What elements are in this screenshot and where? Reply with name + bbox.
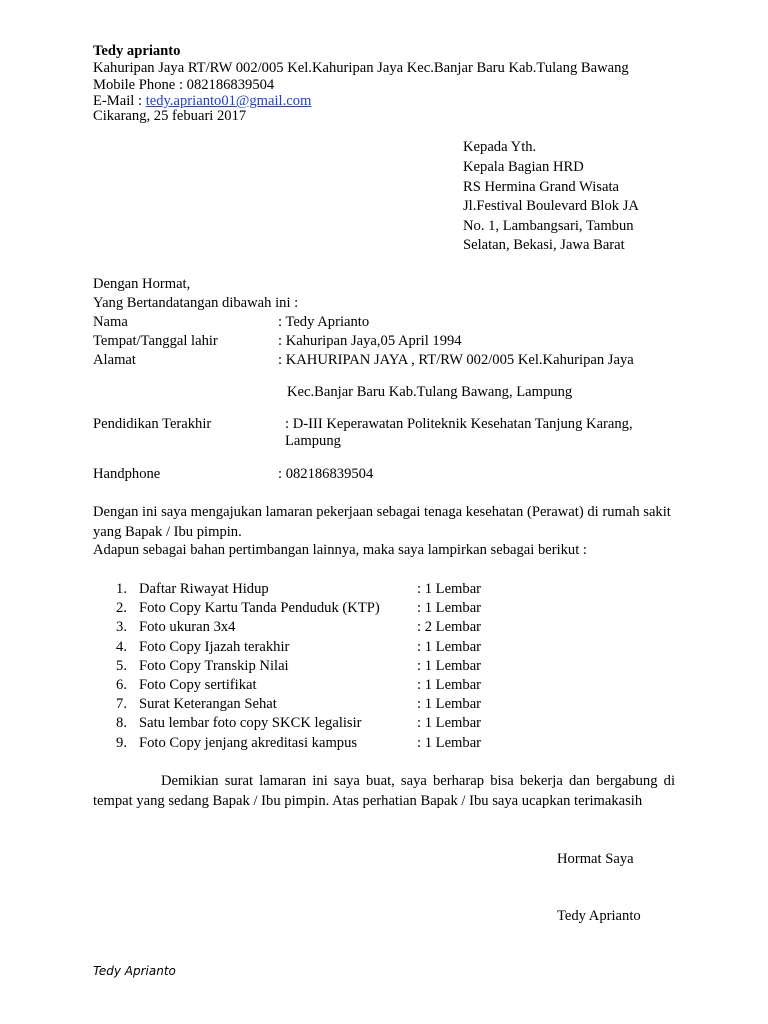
body-paragraph: Dengan ini saya mengajukan lamaran pekerjaan sebagai tenaga kesehatan (Perawat) di rumah sakit yang Bapak / Ibu pimpin.: [93, 504, 671, 540]
attachment-number: 8.: [116, 715, 127, 731]
attachment-name: Foto Copy jenjang akreditasi kampus: [139, 735, 358, 751]
address-continuation: Kec.Banjar Baru Kab.Tulang Bawang, Lampung: [287, 384, 573, 400]
attachment-name: Foto Copy Kartu Tanda Penduduk (KTP): [139, 600, 380, 616]
attachment-name: Daftar Riwayat Hidup: [139, 581, 269, 597]
recipient-line: Jl.Festival Boulevard Blok JA: [463, 198, 639, 214]
attachment-number: 5.: [116, 658, 127, 674]
attachment-qty: : 1 Lembar: [417, 696, 482, 712]
attachment-number: 2.: [116, 600, 127, 616]
recipient-line: Kepala Bagian HRD: [463, 159, 584, 175]
attachment-name: Foto Copy sertifikat: [139, 677, 257, 693]
sender-address: Kahuripan Jaya RT/RW 002/005 Kel.Kahuripan Jaya Kec.Banjar Baru Kab.Tulang Bawang: [93, 60, 629, 76]
sender-name: Tedy aprianto: [93, 43, 181, 59]
identity-value: : KAHURIPAN JAYA , RT/RW 002/005 Kel.Kahuripan Jaya: [278, 352, 634, 368]
attachment-name: Surat Keterangan Sehat: [139, 696, 277, 712]
sender-email-label: E-Mail :: [93, 93, 146, 109]
attachment-name: Foto ukuran 3x4: [139, 619, 236, 635]
identity-value: : Kahuripan Jaya,05 April 1994: [278, 333, 462, 349]
attachment-name: Foto Copy Transkip Nilai: [139, 658, 289, 674]
attachment-number: 4.: [116, 639, 127, 655]
page-footer: Tedy Aprianto: [93, 964, 176, 978]
closing-salutation: Hormat Saya: [557, 851, 634, 867]
attachment-qty: : 1 Lembar: [417, 639, 482, 655]
attachment-number: 9.: [116, 735, 127, 751]
attachment-qty: : 1 Lembar: [417, 735, 482, 751]
recipient-line: No. 1, Lambangsari, Tambun: [463, 218, 634, 234]
identity-value: : 082186839504: [278, 466, 374, 482]
identity-row-education: [93, 414, 693, 434]
identity-label: Handphone: [93, 466, 161, 482]
identity-label: Alamat: [93, 352, 136, 368]
attachment-qty: : 1 Lembar: [417, 715, 482, 731]
attachment-qty: : 1 Lembar: [417, 658, 482, 674]
closing-paragraph: Demikian surat lamaran ini saya buat, saya berharap bisa bekerja dan bergabung di tempat yang sedang Bapak / Ibu pimpin. Atas perhatian Bapak / Ibu saya ucapkan terimakasih: [93, 773, 675, 809]
identity-label: Tempat/Tanggal lahir: [93, 333, 218, 349]
body-paragraph: Adapun sebagai bahan pertimbangan lainnya, maka saya lampirkan sebagai berikut :: [93, 542, 587, 558]
identity-row-address: [93, 350, 693, 370]
sender-email-link[interactable]: tedy.aprianto01@gmail.com: [145, 93, 312, 109]
attachment-number: 6.: [116, 677, 127, 693]
greeting: Dengan Hormat,: [93, 276, 191, 292]
identity-label: Nama: [93, 314, 128, 330]
identity-row-birth: [93, 331, 693, 351]
attachment-number: 3.: [116, 619, 127, 635]
attachment-number: 1.: [116, 581, 127, 597]
attachment-qty: : 1 Lembar: [417, 600, 482, 616]
recipient-line: Kepada Yth.: [463, 139, 537, 155]
recipient-line: Selatan, Bekasi, Jawa Barat: [463, 237, 625, 253]
sender-phone: Mobile Phone : 082186839504: [93, 77, 275, 93]
recipient-line: RS Hermina Grand Wisata: [463, 179, 619, 195]
identity-row-phone: [93, 464, 693, 484]
place-date: Cikarang, 25 febuari 2017: [93, 108, 247, 124]
attachment-name: Foto Copy Ijazah terakhir: [139, 639, 290, 655]
signature-name: Tedy Aprianto: [557, 908, 641, 924]
attachment-qty: : 1 Lembar: [417, 677, 482, 693]
identity-value: : Tedy Aprianto: [278, 314, 370, 330]
attachment-qty: : 1 Lembar: [417, 581, 482, 597]
identity-value: : D-III Keperawatan Politeknik Kesehatan Tanjung Karang,: [285, 416, 633, 432]
attachment-name: Satu lembar foto copy SKCK legalisir: [139, 715, 362, 731]
attachment-number: 7.: [116, 696, 127, 712]
education-continuation: Lampung: [285, 433, 341, 449]
intro-line: Yang Bertandatangan dibawah ini :: [93, 295, 299, 311]
identity-row-name: [93, 312, 693, 332]
identity-label: Pendidikan Terakhir: [93, 416, 212, 432]
attachment-qty: : 2 Lembar: [417, 619, 482, 635]
